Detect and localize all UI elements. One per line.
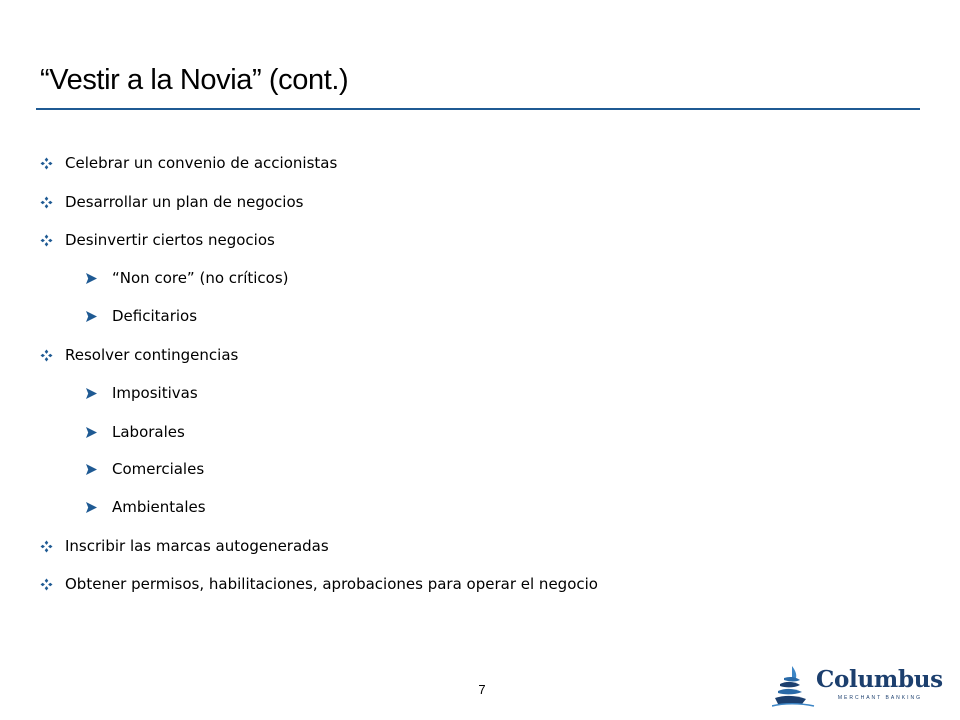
arrowhead-bullet-icon [85,387,98,400]
sub-bullet-item [85,382,198,404]
four-diamond-bullet-icon [40,349,53,362]
ship-icon [772,664,816,708]
sub-bullet-text: Ambientales [112,498,206,516]
bullet-text: Resolver contingencias [65,346,239,364]
bullet-text: Obtener permisos, habilitaciones, aprobaciones para operar el negocio [65,575,598,593]
sub-bullet-text: Impositivas [112,384,198,402]
arrowhead-bullet-icon [85,310,98,323]
sub-bullet-text: “Non core” (no críticos) [112,269,289,287]
bullet-item [40,535,329,557]
sub-bullet-item [85,267,289,289]
bullet-item [40,344,238,366]
arrowhead-bullet-icon [85,426,98,439]
arrowhead-bullet-icon [85,463,98,476]
four-diamond-bullet-icon [40,196,53,209]
bullet-item [40,152,337,174]
bullet-text: Desarrollar un plan de negocios [65,193,304,211]
logo-wordmark: Columbus [816,666,943,693]
bullet-text: Desinvertir ciertos negocios [65,231,275,249]
logo-tagline: MERCHANT BANKING [837,695,922,701]
four-diamond-bullet-icon [40,234,53,247]
four-diamond-bullet-icon [40,540,53,553]
four-diamond-bullet-icon [40,157,53,170]
arrowhead-bullet-icon [85,272,98,285]
sub-bullet-item [85,421,185,443]
slide-title: “Vestir a la Novia” (cont.) [40,64,349,96]
sub-bullet-item [85,458,204,480]
bullet-text: Celebrar un convenio de accionistas [65,154,338,172]
title-underline [36,108,920,110]
sub-bullet-item [85,305,197,327]
bullet-item [40,573,598,595]
company-logo [772,664,943,708]
page-number: 7 [478,682,486,697]
bullet-text: Inscribir las marcas autogeneradas [65,537,329,555]
sub-bullet-text: Deficitarios [112,307,198,325]
sub-bullet-item [85,496,206,518]
arrowhead-bullet-icon [85,501,98,514]
four-diamond-bullet-icon [40,578,53,591]
bullet-item [40,229,275,251]
sub-bullet-text: Comerciales [112,460,205,478]
bullet-item [40,191,303,213]
sub-bullet-text: Laborales [112,423,185,441]
